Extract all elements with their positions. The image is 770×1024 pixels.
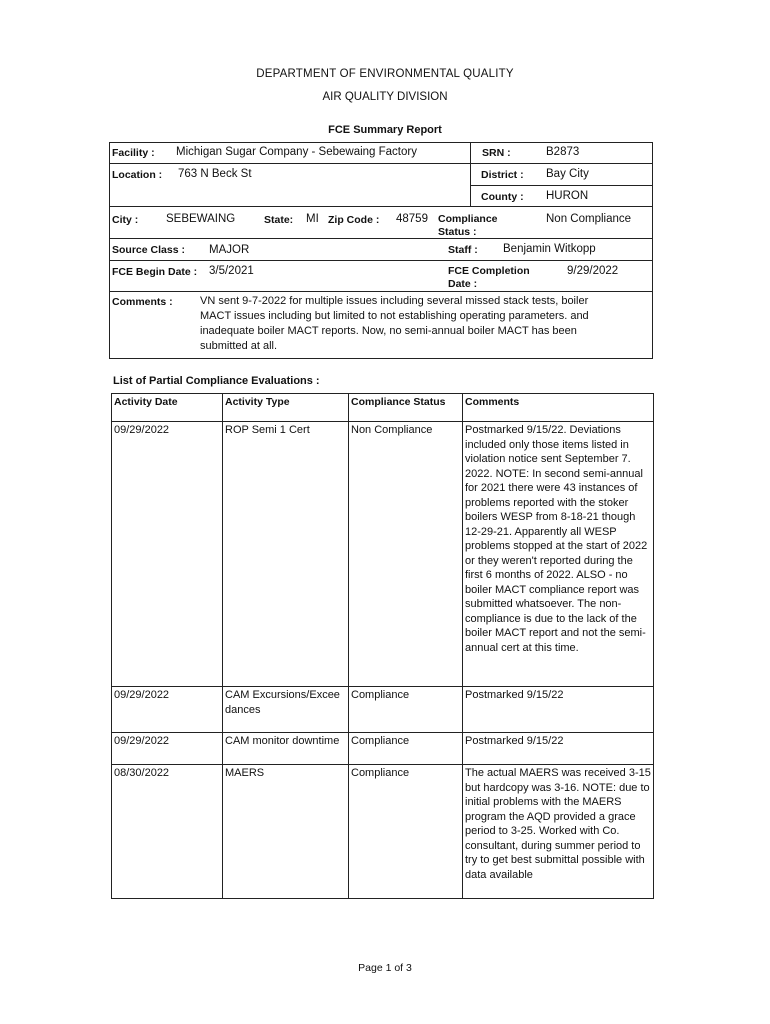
summary-divider [109,238,653,239]
zip-label: Zip Code : [328,214,380,226]
comments-cell: Postmarked 9/15/22. Deviations included only those items listed in violation notice sent September 7. 2022. NOTE: In second semi-annual for 2021 there were 43 instances of problems reported with the stoker boilers WESP from 8-18-21 though 12-29-21. Apparently all WESP problems stopped at the start of 2022 or they weren't reported during the first 6 months of 2022. ALSO - no boiler MACT compliance report was submitted whatsoever. The non-compliance is due to the lack of the boiler MACT report and not the semi-annual cert at this time. [463,422,654,687]
fce-begin-value: 3/5/2021 [209,265,254,277]
activity-date-cell: 09/29/2022 [112,687,223,733]
staff-label: Staff : [448,244,478,256]
activity-type-cell: ROP Semi 1 Cert [223,422,349,687]
srn-label: SRN : [482,147,511,159]
district-label: District : [481,169,524,181]
table-row [112,687,654,733]
column-header-comments: Comments [463,394,654,422]
activity-date-cell: 08/30/2022 [112,765,223,899]
activity-date-cell: 09/29/2022 [112,422,223,687]
state-value: MI [306,213,319,225]
county-value: HURON [546,190,589,202]
compliance-status-cell: Compliance [349,733,463,765]
summary-divider [109,206,653,207]
report-title: FCE Summary Report [328,124,442,136]
activity-type-cell: MAERS [223,765,349,899]
table-row [112,765,654,899]
column-header-activity-date: Activity Date [112,394,223,422]
zip-value: 48759 [396,213,428,225]
table-header-row [112,394,654,422]
fce-completion-label-2: Date : [448,278,478,290]
column-header-activity-type: Activity Type [223,394,349,422]
summary-divider [109,291,653,292]
comments-line: VN sent 9-7-2022 for multiple issues including several missed stack tests, boiler [200,295,589,307]
compliance-status-cell: Compliance [349,765,463,899]
compliance-status-value: Non Compliance [546,213,632,225]
district-value: Bay City [546,168,589,180]
table-row [112,422,654,687]
state-label: State: [264,214,294,226]
compliance-status-cell: Non Compliance [349,422,463,687]
department-heading: DEPARTMENT OF ENVIRONMENTAL QUALITY [256,68,514,80]
summary-divider [470,142,471,206]
comments-line: submitted at all. [200,340,278,352]
fce-begin-label: FCE Begin Date : [112,266,198,278]
activity-type-cell: CAM monitor downtime [223,733,349,765]
compliance-status-label-2: Status : [438,226,477,238]
summary-divider [109,163,653,164]
fce-completion-value: 9/29/2022 [567,265,619,277]
location-value: 763 N Beck St [178,168,252,180]
compliance-status-label: Compliance [438,213,498,225]
facility-value: Michigan Sugar Company - Sebewaing Factory [176,146,417,158]
comments-cell: The actual MAERS was received 3-15 but hardcopy was 3-16. NOTE: due to initial problems with the MAERS program the AQD provided a grace period to 3-25. Worked with Co. consultant, during summer period to try to get best submittal possible with data available [463,765,654,899]
comments-label: Comments : [112,296,173,308]
compliance-status-cell: Compliance [349,687,463,733]
comments-line: MACT issues including but limited to not establishing operating parameters. and [200,310,589,322]
source-class-label: Source Class : [112,244,185,256]
comments-cell: Postmarked 9/15/22 [463,733,654,765]
activity-date-cell: 09/29/2022 [112,733,223,765]
activity-type-cell: CAM Excursions/Exceedances [223,687,349,733]
city-label: City : [112,214,139,226]
page-number: Page 1 of 3 [358,962,412,974]
summary-divider [470,185,653,186]
table-row [112,733,654,765]
fce-completion-label: FCE Completion [448,265,530,277]
srn-value: B2873 [546,146,580,158]
division-heading: AIR QUALITY DIVISION [322,91,448,103]
location-label: Location : [112,169,163,181]
facility-label: Facility : [112,147,155,159]
column-header-compliance-status: Compliance Status [349,394,463,422]
evaluations-table [111,393,654,899]
source-class-value: MAJOR [209,244,250,256]
staff-value: Benjamin Witkopp [503,243,596,255]
county-label: County : [481,191,524,203]
city-value: SEBEWAING [166,213,236,225]
comments-line: inadequate boiler MACT reports. Now, no semi-annual boiler MACT has been [200,325,577,337]
comments-cell: Postmarked 9/15/22 [463,687,654,733]
evaluations-title: List of Partial Compliance Evaluations : [113,375,320,387]
summary-divider [109,260,653,261]
